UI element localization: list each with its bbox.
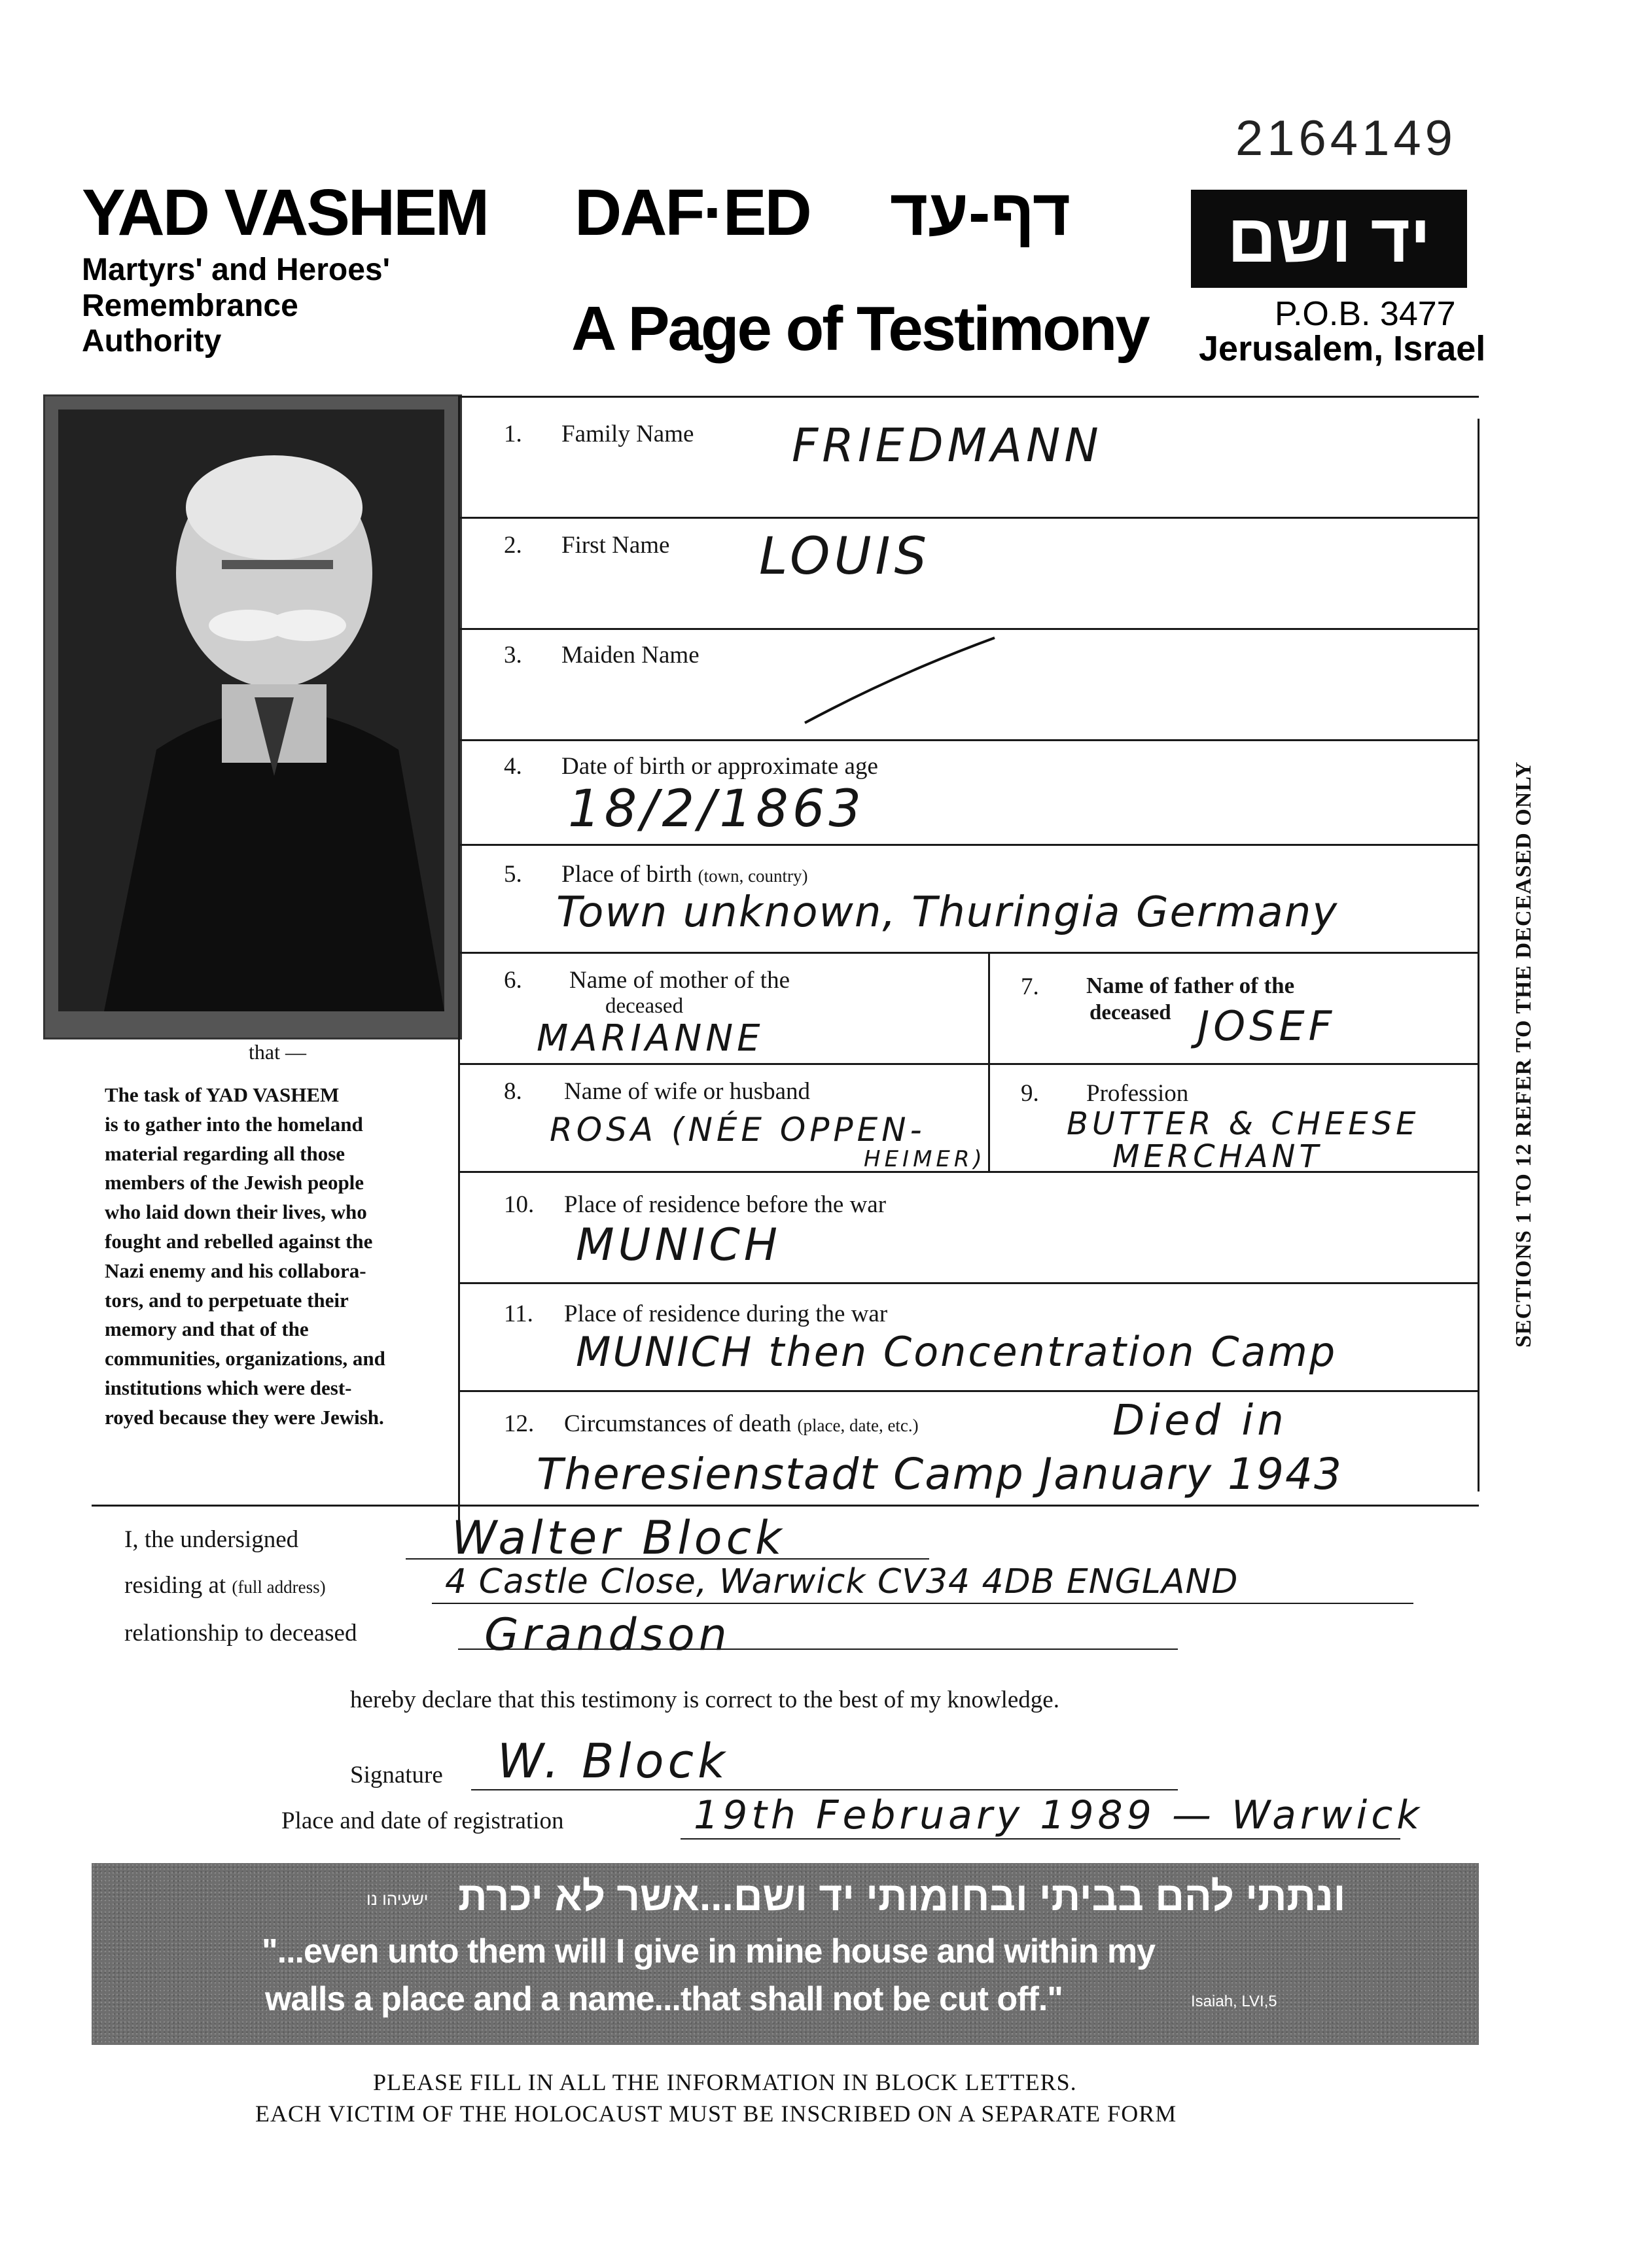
row-divider-3	[458, 739, 1479, 741]
residing-label	[124, 1571, 326, 1599]
declaration-statement: hereby declare that this testimony is correct to the best of my knowledge.	[350, 1686, 1059, 1713]
org-subtitle-2: Remembrance	[82, 288, 298, 323]
org-name: YAD VASHEM	[82, 176, 488, 249]
field-4-label: Date of birth or approximate age	[561, 753, 878, 780]
row-divider-8	[458, 1282, 1479, 1284]
profession-value-2: MERCHANT	[1112, 1138, 1322, 1175]
residing-line	[432, 1603, 1413, 1604]
residence-before-war-value: MUNICH	[576, 1219, 781, 1271]
spouse-name-value-2: HEIMER)	[864, 1146, 986, 1172]
footer-line-2: EACH VICTIM OF THE HOLOCAUST MUST BE INSCRIBED ON A SEPARATE FORM	[255, 2101, 1177, 2127]
father-name-value: JOSEF	[1197, 1002, 1336, 1050]
yad-vashem-logo	[1191, 190, 1467, 288]
task-line: institutions which were dest-	[105, 1376, 352, 1399]
sections-note: SECTIONS 1 TO 12 REFER TO THE DECEASED ONLY	[1512, 761, 1536, 1348]
field-9-number: 9.	[1021, 1080, 1039, 1107]
residing-label-text: residing at	[124, 1572, 226, 1599]
task-line: fought and rebelled against the	[105, 1229, 373, 1253]
vertical-divider-rows-6-9	[988, 952, 990, 1171]
field-4-number: 4.	[504, 753, 522, 780]
field-12-label	[564, 1410, 919, 1438]
registration-line	[681, 1838, 1400, 1840]
task-line: who laid down their lives, who	[105, 1200, 367, 1224]
task-line: material regarding all those	[105, 1142, 345, 1165]
field-8-label: Name of wife or husband	[564, 1078, 811, 1105]
portrait-figure	[58, 410, 444, 1011]
task-that: that —	[249, 1040, 306, 1064]
row-divider-10	[92, 1505, 1479, 1507]
form-top-border	[458, 396, 1479, 398]
field-3-number: 3.	[504, 642, 522, 669]
field-7-number: 7.	[1021, 973, 1039, 1000]
banner-hebrew-ref: ישעיהו נו	[366, 1889, 429, 1909]
row-divider-5	[458, 952, 1479, 954]
photo-inner	[58, 410, 444, 1011]
death-circumstances-value-b: Theresienstadt Camp January 1943	[537, 1449, 1343, 1499]
task-line: memory and that of the	[105, 1317, 309, 1341]
field-2-number: 2.	[504, 532, 522, 559]
banner-ref: Isaiah, LVI,5	[1191, 1993, 1277, 2010]
residing-label-hint: (full address)	[232, 1577, 326, 1597]
field-7-label-2: deceased	[1090, 1001, 1171, 1024]
field-10-label: Place of residence before the war	[564, 1191, 887, 1218]
field-10-number: 10.	[504, 1191, 535, 1218]
place-of-birth-value: Town unknown, Thuringia Germany	[556, 888, 1339, 937]
row-divider-1	[458, 517, 1479, 519]
undersigned-value: Walter Block	[452, 1511, 786, 1565]
mother-name-value: MARIANNE	[537, 1017, 764, 1060]
form-right-border	[1478, 419, 1479, 1492]
banner-line-2: walls a place and a name...that shall not be cut off."	[265, 1980, 1063, 2018]
death-circumstances-value-a: Died in	[1112, 1397, 1288, 1445]
field-9-label: Profession	[1086, 1080, 1189, 1107]
spouse-name-value: ROSA (NÉE OPPEN-	[550, 1111, 926, 1149]
field-6-label-2: deceased	[605, 994, 684, 1018]
field-1-label: Family Name	[561, 421, 694, 447]
task-line: royed because they were Jewish.	[105, 1405, 384, 1429]
row-divider-9	[458, 1390, 1479, 1392]
banner-line-1: "...even unto them will I give in mine house and within my	[262, 1932, 1156, 1970]
city: Jerusalem, Israel	[1199, 329, 1486, 368]
field-8-number: 8.	[504, 1078, 522, 1105]
field-12-label-text: Circumstances of death	[564, 1410, 792, 1437]
field-6-number: 6.	[504, 967, 522, 994]
field-12-number: 12.	[504, 1410, 535, 1437]
logo-hebrew-text: יד ושם	[1227, 200, 1431, 277]
field-5-number: 5.	[504, 861, 522, 888]
registration-value: 19th February 1989 — Warwick	[694, 1792, 1423, 1838]
field-5-label-text: Place of birth	[561, 861, 692, 888]
field-5-label	[561, 860, 808, 888]
task-line: The task of YAD VASHEM	[105, 1083, 340, 1106]
task-line: Nazi enemy and his collabora-	[105, 1259, 366, 1282]
field-1-number: 1.	[504, 421, 522, 447]
maiden-name-strike	[798, 628, 1008, 733]
task-paragraph	[105, 1081, 445, 1433]
residence-during-war-value: MUNICH then Concentration Camp	[576, 1328, 1338, 1376]
page-title: A Page of Testimony	[571, 294, 1148, 364]
field-5-label-hint: (town, country)	[698, 866, 808, 886]
field-11-number: 11.	[504, 1300, 533, 1327]
po-box: P.O.B. 3477	[1275, 295, 1456, 333]
relationship-value: Grandson	[484, 1609, 731, 1661]
org-subtitle-3: Authority	[82, 324, 222, 358]
profession-value: BUTTER & CHEESE	[1067, 1106, 1420, 1142]
row-divider-6	[458, 1063, 1479, 1065]
scripture-banner	[92, 1863, 1479, 2045]
banner-hebrew: ונתתי להם בביתי ובחומותי יד ושם...אשר לא יכרת	[458, 1874, 1346, 1919]
task-line: communities, organizations, and	[105, 1347, 385, 1370]
row-divider-4	[458, 844, 1479, 846]
task-line: members of the Jewish people	[105, 1171, 364, 1195]
registration-label: Place and date of registration	[281, 1807, 564, 1834]
field-3-label: Maiden Name	[561, 642, 700, 669]
task-line: tors, and to perpetuate their	[105, 1288, 349, 1312]
form-left-border	[458, 396, 460, 1527]
field-12-label-hint: (place, date, etc.)	[797, 1416, 919, 1435]
footer-line-1: PLEASE FILL IN ALL THE INFORMATION IN BLOCK LETTERS.	[373, 2069, 1077, 2095]
relationship-label: relationship to deceased	[124, 1620, 357, 1647]
field-6-label: Name of mother of the	[569, 967, 790, 994]
signature-value: W. Block	[497, 1734, 729, 1788]
portrait-photo	[43, 394, 462, 1039]
date-of-birth-value: 18/2/1863	[568, 780, 865, 839]
first-name-value: LOUIS	[759, 527, 931, 586]
field-7-label: Name of father of the	[1086, 973, 1295, 998]
residing-value: 4 Castle Close, Warwick CV34 4DB ENGLAND	[445, 1562, 1239, 1601]
document-number: 2164149	[1235, 111, 1457, 166]
signature-label: Signature	[350, 1762, 443, 1788]
daf-ed-title: DAF·ED	[575, 176, 810, 249]
field-2-label: First Name	[561, 532, 670, 559]
task-line: is to gather into the homeland	[105, 1112, 363, 1136]
field-11-label: Place of residence during the war	[564, 1300, 888, 1327]
undersigned-label: I, the undersigned	[124, 1526, 299, 1553]
family-name-value: FRIEDMANN	[792, 419, 1103, 472]
org-subtitle-1: Martyrs' and Heroes'	[82, 253, 390, 287]
daf-ed-hebrew: דף-עד	[890, 176, 1071, 249]
signature-line	[471, 1789, 1178, 1790]
